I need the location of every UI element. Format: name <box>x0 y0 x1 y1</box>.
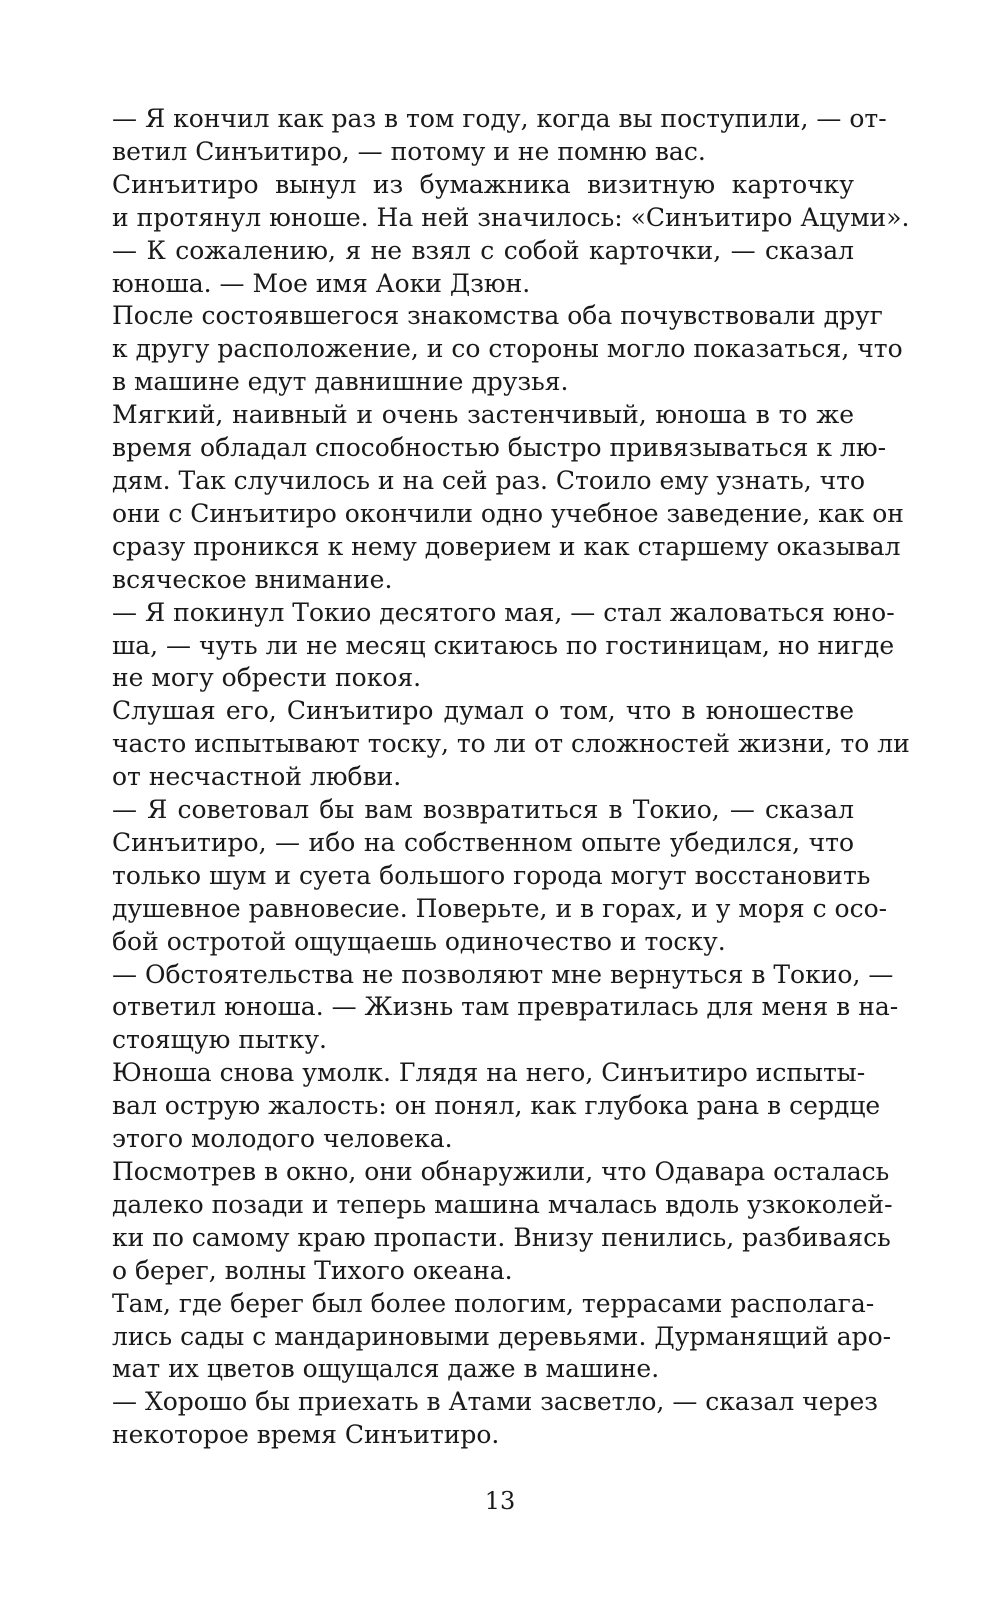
text-line: — Обстоятельства не позволяют мне вернуться в Токио, — <box>112 959 894 989</box>
text-line: бой остротой ощущаешь одиночество и тоску. <box>112 926 726 956</box>
paragraph <box>74 235 854 301</box>
paragraph <box>74 695 910 794</box>
text-line: После состоявшегося знакомства оба почувствовали друг <box>112 301 883 331</box>
text-line: Там, где берег был более пологим, террасами располага- <box>112 1288 875 1318</box>
text-line: и протянул юноше. На ней значилось: «Синъитиро Ацуми». <box>112 202 910 232</box>
text-line: Мягкий, наивный и очень застенчивый, юноша в то же <box>112 400 854 430</box>
paragraph <box>74 1288 892 1387</box>
paragraph <box>74 1057 881 1156</box>
text-line: — Хорошо бы приехать в Атами засветло, — сказал через <box>112 1387 878 1417</box>
paragraph <box>74 103 887 169</box>
text-line: юноша. — Мое имя Аоки Дзюн. <box>112 268 531 298</box>
text-line: от несчастной любви. <box>112 762 402 792</box>
text-line: — Я покинул Токио десятого мая, — стал жаловаться юно- <box>112 597 895 627</box>
text-line: ответил юноша. — Жизнь там превратилась для меня в на- <box>112 992 899 1022</box>
paragraph <box>74 959 899 1058</box>
paragraph <box>74 1386 878 1452</box>
text-line: сразу проникся к нему доверием и как старшему оказывал <box>112 531 901 561</box>
text-line: дям. Так случилось и на сей раз. Стоило ему узнать, что <box>112 465 866 495</box>
text-line: Юноша снова умолк. Глядя на него, Синъитиро испыты- <box>112 1058 866 1088</box>
paragraph <box>74 169 910 235</box>
text-line: только шум и суета большого города могут восстановить <box>112 860 871 890</box>
text-line: часто испытывают тоску, то ли от сложностей жизни, то ли <box>112 729 910 759</box>
text-line: ки по самому краю пропасти. Внизу пенились, разбиваясь <box>112 1222 891 1252</box>
text-line: — Я советовал бы вам возвратиться в Токио, — сказал <box>112 795 854 825</box>
page-number: 13 <box>484 1487 516 1515</box>
text-line: всяческое внимание. <box>112 564 393 594</box>
text-line: ветил Синъитиро, — потому и не помню вас. <box>112 136 706 166</box>
text-line: Слушая его, Синъитиро думал о том, что в юношестве <box>112 696 854 726</box>
text-line: лись сады с мандариновыми деревьями. Дурманящий аро- <box>112 1321 892 1351</box>
text-line: в машине едут давнишние друзья. <box>112 367 569 397</box>
text-line: о берег, волны Тихого океана. <box>112 1255 513 1285</box>
text-line: — К сожалению, я не взял с собой карточки, — сказал <box>112 235 854 265</box>
page-body <box>74 103 910 1452</box>
text-line: к другу расположение, и со стороны могло показаться, что <box>112 334 903 364</box>
paragraph <box>74 1156 893 1288</box>
text-line: мат их цветов ощущался даже в машине. <box>112 1354 660 1384</box>
paragraph <box>74 300 903 399</box>
text-line: душевное равновесие. Поверьте, и в горах, и у моря с осо- <box>112 893 888 923</box>
text-line: вал острую жалость: он понял, как глубока рана в сердце <box>112 1091 881 1121</box>
paragraph <box>74 597 895 696</box>
text-line: некоторое время Синъитиро. <box>112 1420 500 1450</box>
text-line: ша, — чуть ли не месяц скитаюсь по гостиницам, но нигде <box>112 630 895 660</box>
paragraph <box>74 399 904 596</box>
text-line: этого молодого человека. <box>112 1124 453 1154</box>
text-line: далеко позади и теперь машина мчалась вдоль узкоколей- <box>112 1189 893 1219</box>
text-line: Синъитиро вынул из бумажника визитную карточку <box>112 169 854 199</box>
text-line: Посмотрев в окно, они обнаружили, что Одавара осталась <box>112 1157 890 1186</box>
text-line: Синъитиро, — ибо на собственном опыте убедился, что <box>112 827 854 857</box>
text-line: — Я кончил как раз в том году, когда вы поступили, — от- <box>112 104 887 133</box>
paragraph <box>74 794 888 959</box>
text-line: они с Синъитиро окончили одно учебное заведение, как он <box>112 498 904 528</box>
text-line: не могу обрести покоя. <box>112 663 422 693</box>
text-line: стоящую пытку. <box>112 1025 327 1055</box>
text-line: время обладал способностью быстро привязываться к лю- <box>112 433 887 463</box>
